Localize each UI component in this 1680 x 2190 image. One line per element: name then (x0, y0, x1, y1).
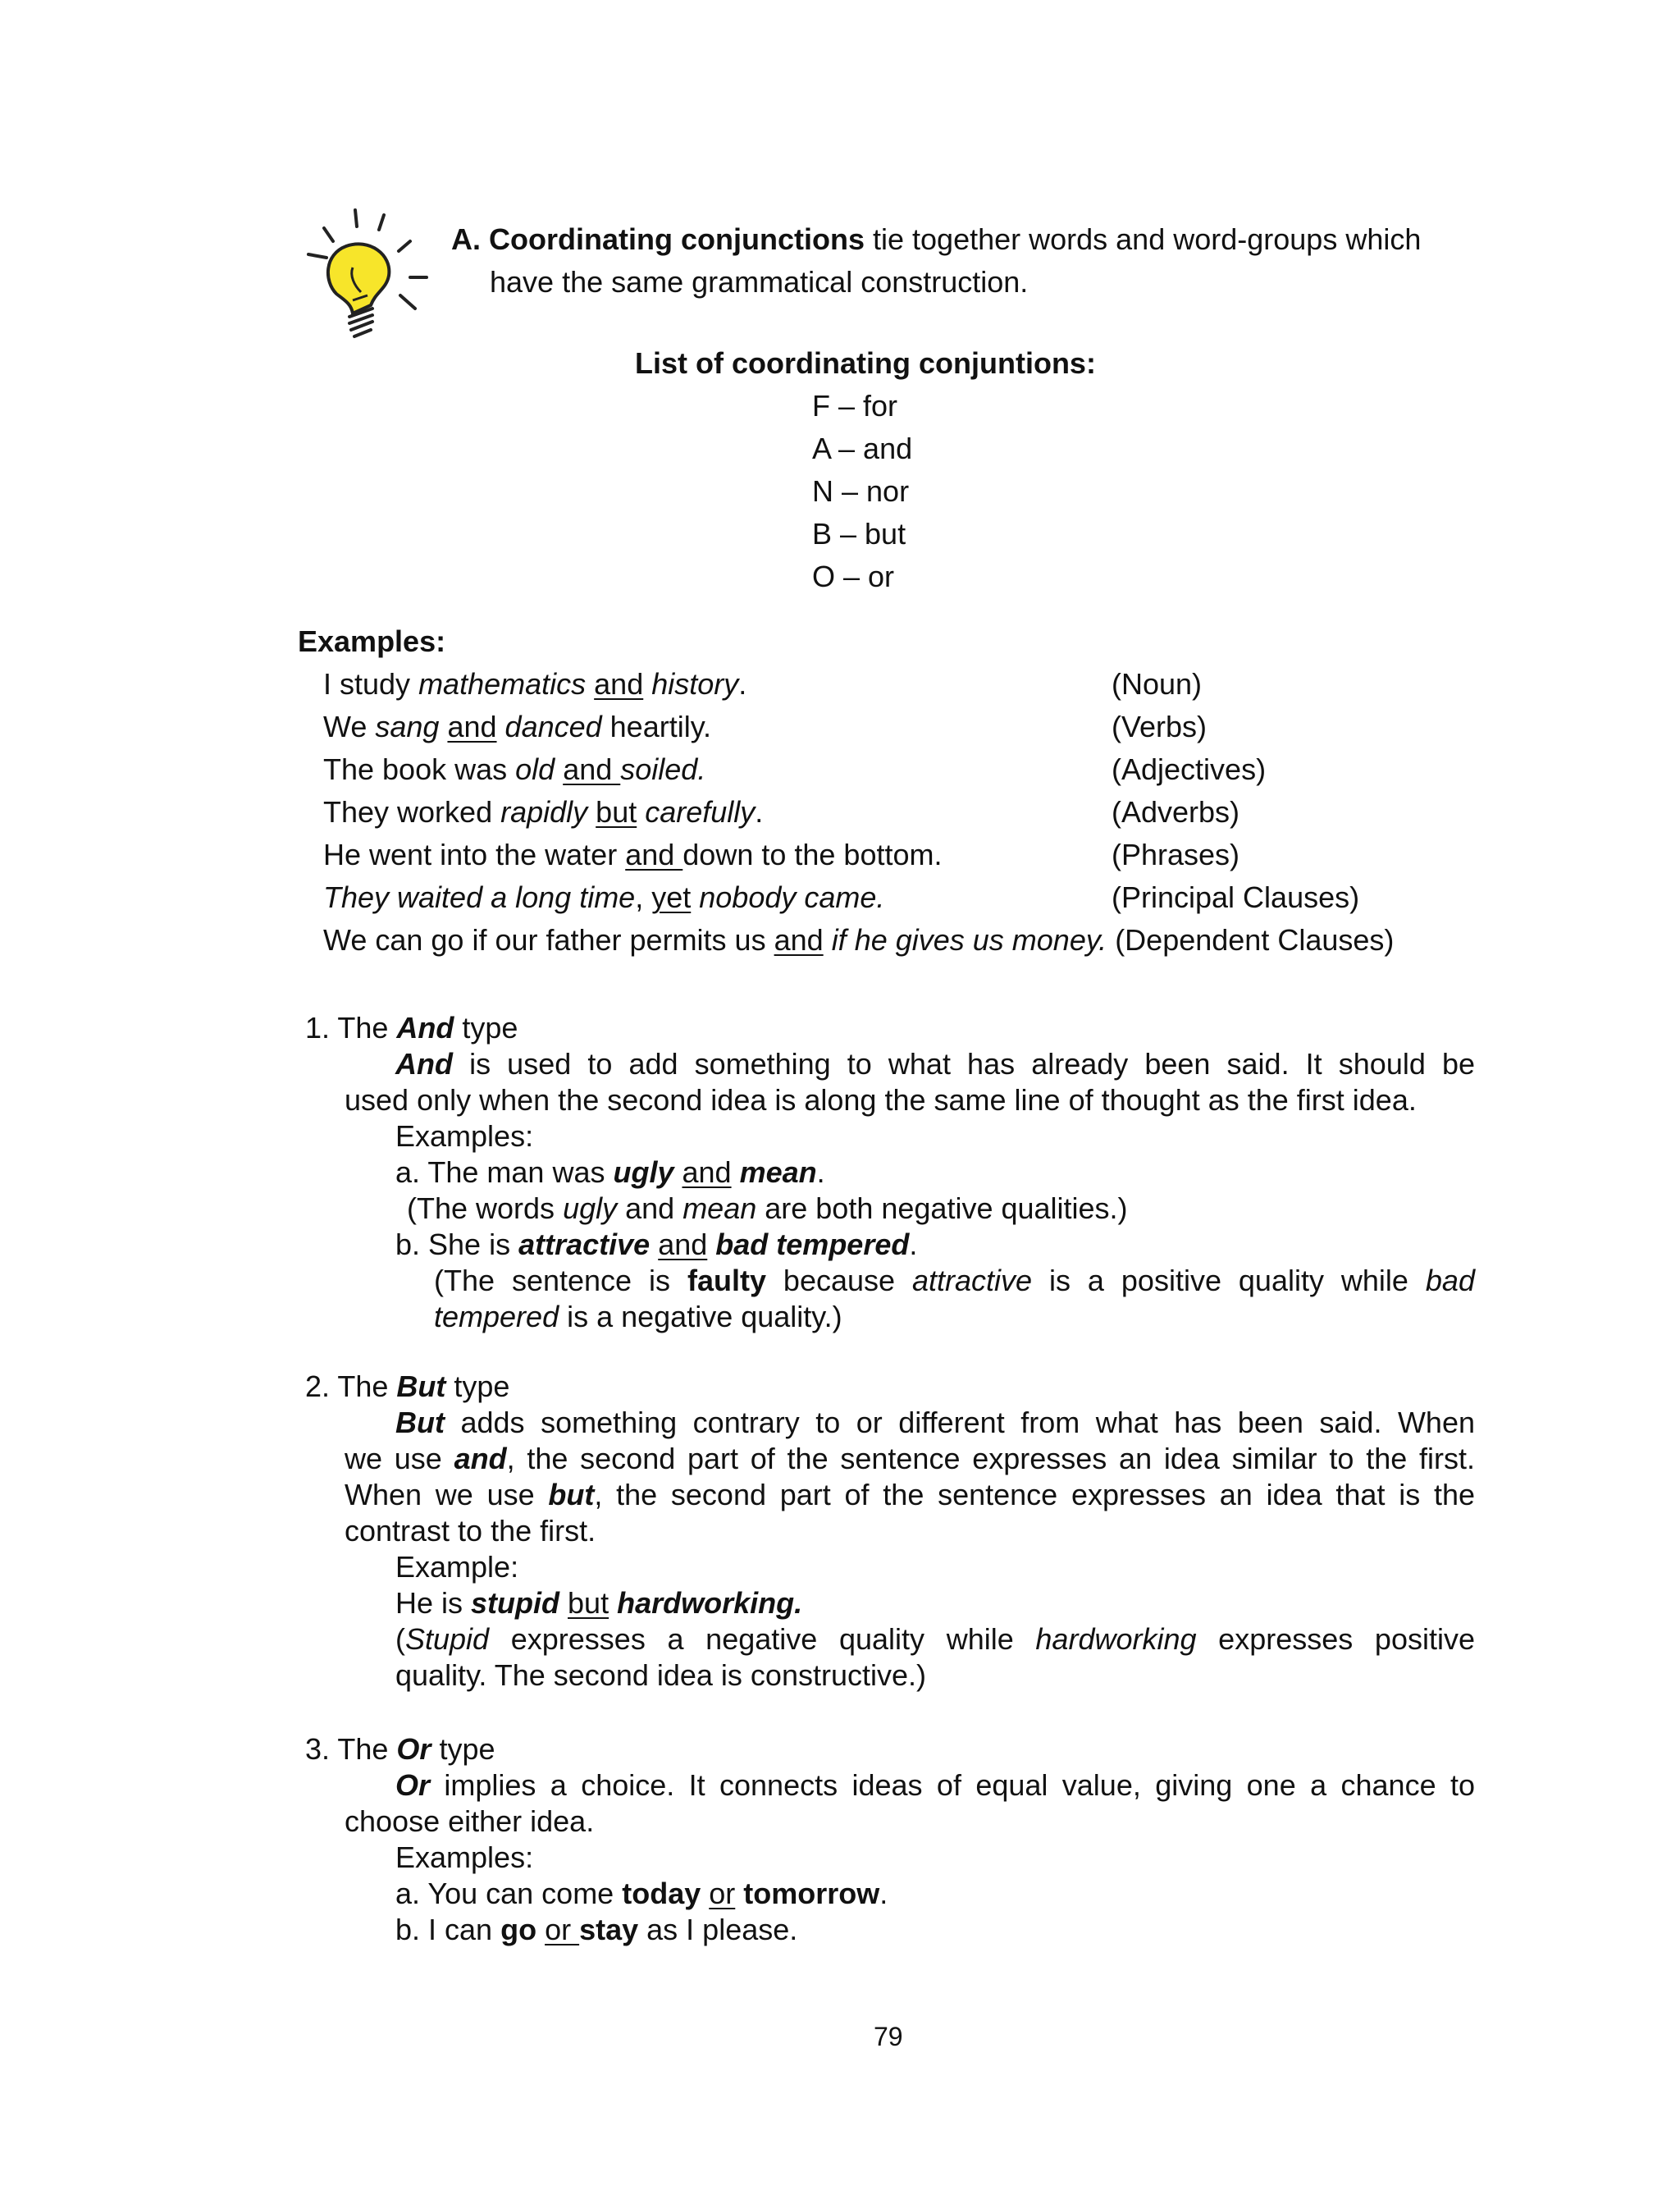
and-type-paragraph-line1: And is used to add something to what has already been said. It should be (395, 1047, 1475, 1081)
example-label: (Verbs) (1112, 710, 1208, 743)
section-heading (451, 222, 1421, 258)
but-paragraph-line3: When we use but, the second part of the sentence expresses an idea that is the (345, 1478, 1475, 1511)
or-paragraph-line1: Or implies a choice. It connects ideas of equal value, giving one a chance to (395, 1768, 1475, 1802)
example-row: We can go if our father permits us and if he gives us money. (Dependent Clauses) (323, 923, 1395, 957)
but-paragraph-line2: we use and, the second part of the sentence expresses an idea similar to the first. (345, 1442, 1475, 1475)
but-note-line2: quality. The second idea is constructive.) (395, 1658, 926, 1692)
or-type-heading: 3. The Or type (305, 1732, 495, 1766)
and-type-paragraph-line2: used only when the second idea is along the same line of thought as the first idea. (345, 1083, 1417, 1117)
list-item: B – but (812, 517, 906, 551)
page-number: 79 (874, 2022, 903, 2051)
or-example-a: a. You can come today or tomorrow. (395, 1877, 888, 1910)
examples-title: Examples: (298, 624, 446, 658)
but-paragraph-line4: contrast to the first. (345, 1514, 596, 1548)
example-row: They waited a long time, yet nobody came. (323, 880, 885, 914)
but-example: He is stupid but hardworking. (395, 1586, 803, 1620)
list-item: F – for (812, 389, 898, 423)
heading-line2: have the same grammatical construction. (490, 265, 1029, 299)
or-paragraph-line2: choose either idea. (345, 1804, 595, 1838)
list-title: List of coordinating conjuntions: (635, 346, 1096, 380)
example-row: I study mathematics and history. (323, 667, 747, 701)
heading-rest: tie together words and word-groups which (873, 222, 1422, 256)
example-label: (Principal Clauses) (1112, 880, 1360, 914)
or-example-b: b. I can go or stay as I please. (395, 1913, 798, 1946)
and-examples-label: Examples: (395, 1119, 534, 1153)
and-type-heading: 1. The And type (305, 1011, 518, 1045)
heading-label: A. (451, 222, 481, 256)
light-bulb-icon (304, 203, 443, 351)
and-note-b-line1: (The sentence is faulty because attractive is a positive quality while bad (434, 1264, 1475, 1297)
example-row: They worked rapidly but carefully. (323, 795, 764, 829)
example-label: (Phrases) (1112, 838, 1240, 871)
or-examples-label: Examples: (395, 1840, 534, 1874)
list-item: A – and (812, 432, 913, 465)
example-label: (Adverbs) (1112, 795, 1240, 829)
list-item: N – nor (812, 474, 910, 508)
example-label: (Adjectives) (1112, 752, 1267, 786)
example-row: He went into the water and down to the bottom. (323, 838, 943, 871)
and-example-b: b. She is attractive and bad tempered. (395, 1228, 918, 1261)
but-example-label: Example: (395, 1550, 519, 1584)
example-label: (Noun) (1112, 667, 1203, 701)
heading-bold: Coordinating conjunctions (489, 222, 865, 256)
example-row: We sang and danced heartily. (323, 710, 712, 743)
and-note-a: (The words ugly and mean are both negative qualities.) (407, 1191, 1128, 1225)
and-example-a: a. The man was ugly and mean. (395, 1155, 825, 1189)
but-note-line1: (Stupid expresses a negative quality while hardworking expresses positive (395, 1622, 1475, 1656)
list-item: O – or (812, 560, 895, 593)
and-note-b-line2: tempered is a negative quality.) (434, 1300, 842, 1333)
but-type-heading: 2. The But type (305, 1369, 510, 1403)
but-paragraph-line1: But adds something contrary to or different from what has been said. When (395, 1406, 1475, 1439)
example-row: The book was old and soiled. (323, 752, 706, 786)
